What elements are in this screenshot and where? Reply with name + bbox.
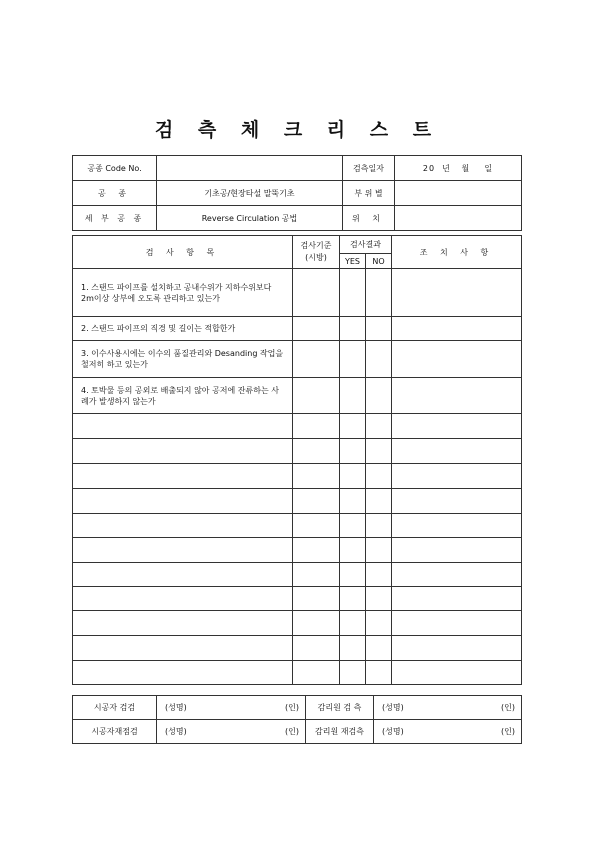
yes-cell[interactable] (340, 636, 366, 661)
supervisor-reinspect-sign[interactable] (374, 720, 522, 744)
yes-cell[interactable] (340, 378, 366, 414)
yes-cell[interactable] (340, 563, 366, 587)
yes-cell[interactable] (340, 341, 366, 378)
action-cell[interactable] (392, 439, 522, 464)
standard-cell[interactable] (293, 514, 340, 538)
table-row (73, 464, 522, 489)
standard-cell[interactable] (293, 378, 340, 414)
work-type-field[interactable]: 기초공/현장타설 말뚝기초 (157, 181, 343, 206)
action-cell[interactable] (392, 317, 522, 341)
inspect-date-field[interactable]: 20 년 월 일 (395, 156, 522, 181)
signature-table (72, 695, 522, 744)
action-cell[interactable] (392, 563, 522, 587)
no-cell[interactable] (366, 661, 392, 685)
standard-cell[interactable] (293, 489, 340, 514)
name-label: (성명) (165, 727, 187, 736)
yes-cell[interactable] (340, 611, 366, 636)
check-item-text (73, 538, 293, 563)
no-cell[interactable] (366, 269, 392, 317)
standard-cell[interactable] (293, 636, 340, 661)
seal-label: (인) (501, 703, 515, 712)
header-standard-line2: (시방) (305, 253, 327, 262)
header-item: 검 사 항 목 (73, 236, 293, 269)
yes-cell[interactable] (340, 661, 366, 685)
contractor-inspect-label: 시공자 검검 (73, 696, 157, 720)
no-cell[interactable] (366, 611, 392, 636)
seal-label: (인) (501, 727, 515, 736)
yes-cell[interactable] (340, 538, 366, 563)
action-cell[interactable] (392, 464, 522, 489)
table-row (73, 636, 522, 661)
table-row (73, 489, 522, 514)
table-row (73, 661, 522, 685)
standard-cell[interactable] (293, 587, 340, 611)
yes-cell[interactable] (340, 489, 366, 514)
checklist-body (73, 269, 522, 685)
standard-cell[interactable] (293, 661, 340, 685)
table-row (73, 611, 522, 636)
header-action: 조 치 사 항 (392, 236, 522, 269)
action-cell[interactable] (392, 636, 522, 661)
header-standard-line1: 검사기준 (300, 241, 332, 250)
standard-cell[interactable] (293, 611, 340, 636)
header-result: 검사결과 (340, 236, 392, 254)
action-cell[interactable] (392, 611, 522, 636)
no-cell[interactable] (366, 414, 392, 439)
check-item-text (73, 489, 293, 514)
table-row (73, 317, 522, 341)
table-row (73, 563, 522, 587)
seal-label: (인) (285, 727, 299, 736)
name-label: (성명) (165, 703, 187, 712)
page-title: 검 측 체 크 리 스 트 (154, 119, 441, 141)
header-standard (293, 236, 340, 269)
standard-cell[interactable] (293, 317, 340, 341)
check-item-text (73, 661, 293, 685)
contractor-reinspect-label: 시공자재점검 (73, 720, 157, 744)
check-item-text: 1. 스탠드 파이프를 설치하고 공내수위가 지하수위보다 2m이상 상부에 오도록 관리하고 있는가 (73, 269, 293, 317)
position-field[interactable] (395, 206, 522, 231)
no-cell[interactable] (366, 489, 392, 514)
check-item-text (73, 611, 293, 636)
inspect-date-label: 검측일자 (343, 156, 395, 181)
supervisor-inspect-label: 감리원 검 측 (306, 696, 374, 720)
action-cell[interactable] (392, 414, 522, 439)
check-item-text: 3. 이수사용시에는 이수의 품질관리와 Desanding 작업을 철저히 하고 있는가 (73, 341, 293, 378)
location-label: 부 위 별 (343, 181, 395, 206)
check-item-text (73, 464, 293, 489)
no-cell[interactable] (366, 341, 392, 378)
standard-cell[interactable] (293, 439, 340, 464)
standard-cell[interactable] (293, 538, 340, 563)
work-type-label: 공 종 (73, 181, 157, 206)
check-item-text: 4. 토박물 등의 공외로 배출되지 않아 공저에 잔류하는 사례가 발생하지 않는가 (73, 378, 293, 414)
no-cell[interactable] (366, 563, 392, 587)
contractor-reinspect-sign[interactable] (157, 720, 306, 744)
work-code-field[interactable] (157, 156, 343, 181)
action-cell[interactable] (392, 269, 522, 317)
check-item-text (73, 514, 293, 538)
action-cell[interactable] (392, 587, 522, 611)
supervisor-inspect-sign[interactable] (374, 696, 522, 720)
header-no: NO (366, 254, 392, 269)
work-code-label: 공종 Code No. (73, 156, 157, 181)
detail-field[interactable]: Reverse Circulation 공법 (157, 206, 343, 231)
action-cell[interactable] (392, 538, 522, 563)
table-row (73, 514, 522, 538)
check-item-text (73, 636, 293, 661)
check-item-text: 2. 스탠드 파이프의 직경 및 길이는 적합한가 (73, 317, 293, 341)
signature-row (73, 696, 522, 720)
action-cell[interactable] (392, 378, 522, 414)
table-row (73, 587, 522, 611)
table-row (73, 538, 522, 563)
standard-cell[interactable] (293, 414, 340, 439)
position-label: 위 치 (343, 206, 395, 231)
yes-cell[interactable] (340, 514, 366, 538)
no-cell[interactable] (366, 514, 392, 538)
standard-cell[interactable] (293, 464, 340, 489)
name-label: (성명) (382, 727, 404, 736)
check-item-text (73, 587, 293, 611)
standard-cell[interactable] (293, 269, 340, 317)
standard-cell[interactable] (293, 563, 340, 587)
yes-cell[interactable] (340, 439, 366, 464)
yes-cell[interactable] (340, 269, 366, 317)
seal-label: (인) (285, 703, 299, 712)
yes-cell[interactable] (340, 464, 366, 489)
supervisor-reinspect-label: 감리원 재검측 (306, 720, 374, 744)
signature-row (73, 720, 522, 744)
table-row (73, 414, 522, 439)
no-cell[interactable] (366, 538, 392, 563)
table-row (73, 439, 522, 464)
no-cell[interactable] (366, 378, 392, 414)
info-table (72, 155, 522, 231)
no-cell[interactable] (366, 587, 392, 611)
yes-cell[interactable] (340, 414, 366, 439)
no-cell[interactable] (366, 439, 392, 464)
action-cell[interactable] (392, 661, 522, 685)
yes-cell[interactable] (340, 317, 366, 341)
no-cell[interactable] (366, 317, 392, 341)
table-row (73, 378, 522, 414)
no-cell[interactable] (366, 464, 392, 489)
action-cell[interactable] (392, 341, 522, 378)
location-field[interactable] (395, 181, 522, 206)
table-row (73, 341, 522, 378)
detail-label: 세 부 공 종 (73, 206, 157, 231)
action-cell[interactable] (392, 489, 522, 514)
contractor-inspect-sign[interactable] (157, 696, 306, 720)
name-label: (성명) (382, 703, 404, 712)
check-item-text (73, 439, 293, 464)
check-item-text (73, 563, 293, 587)
check-item-text (73, 414, 293, 439)
header-yes: YES (340, 254, 366, 269)
checklist-table (72, 235, 522, 685)
standard-cell[interactable] (293, 341, 340, 378)
no-cell[interactable] (366, 636, 392, 661)
table-row (73, 269, 522, 317)
action-cell[interactable] (392, 514, 522, 538)
yes-cell[interactable] (340, 587, 366, 611)
